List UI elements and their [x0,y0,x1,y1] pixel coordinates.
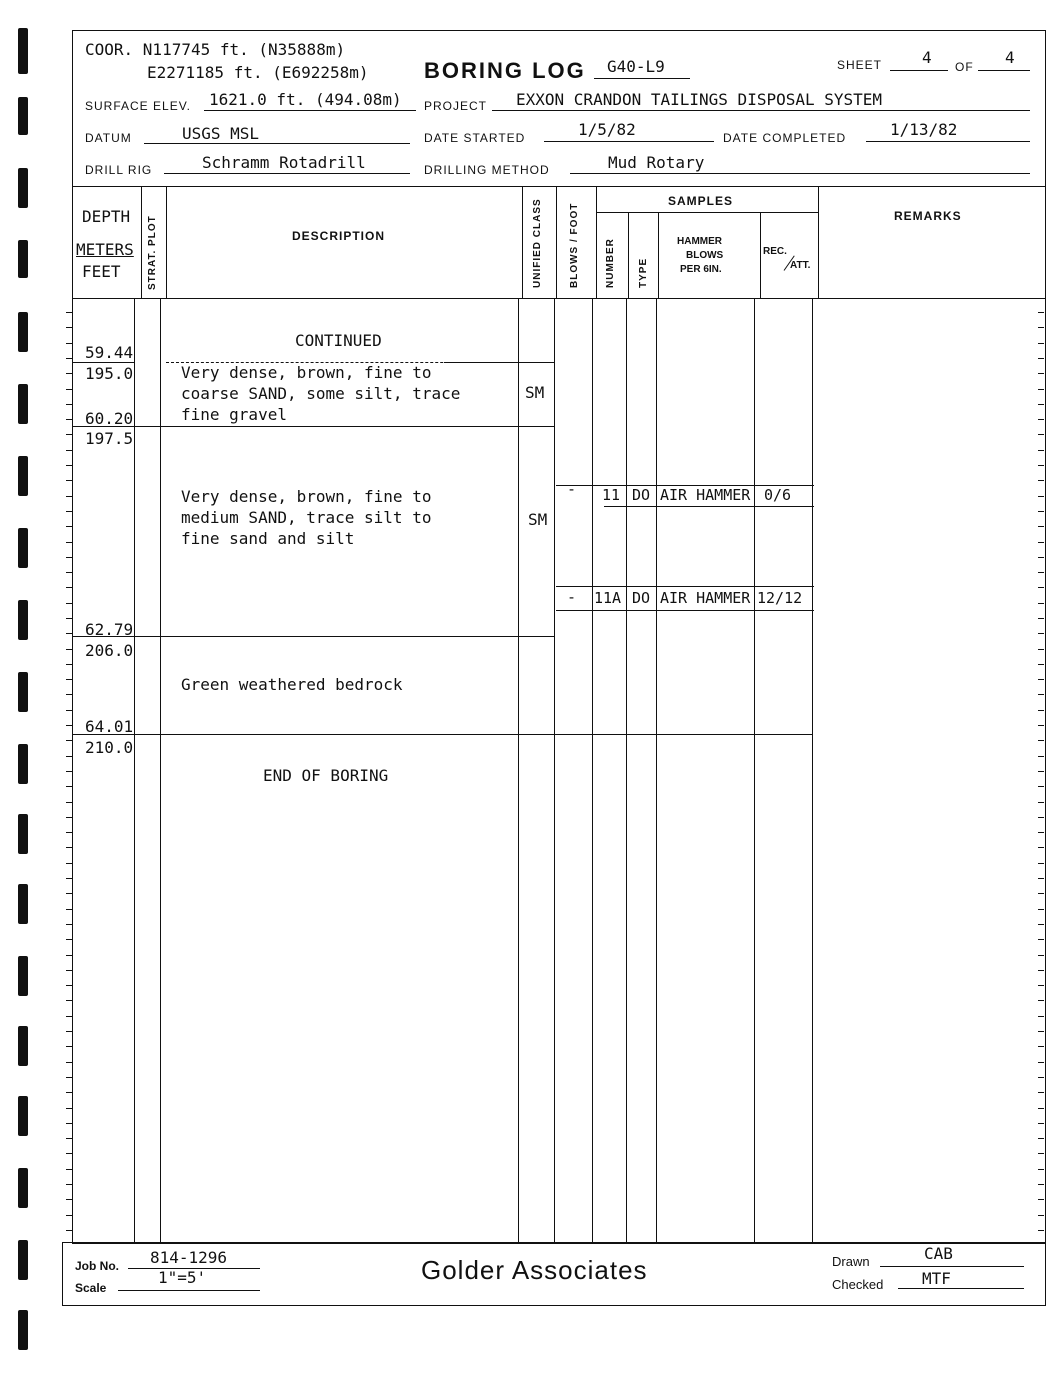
sample-recovery: 0/6 [764,486,792,504]
number-header: NUMBER [605,238,616,288]
job-label: Job No. [75,1259,119,1273]
depth-59-44: 59.44 [85,343,134,362]
checked-label: Checked [832,1277,884,1292]
depth-62-79: 62.79 [85,620,134,639]
depth-header: DEPTH [82,207,131,226]
layer-2-class: SM [528,510,548,529]
remarks-header: REMARKS [894,209,962,223]
att-header: ATT. [790,260,811,271]
hammer-header-3: PER 6IN. [680,264,722,275]
drill-rig: Schramm Rotadrill [202,153,366,172]
sample-blows: - [567,480,577,498]
layer-3-description: Green weathered bedrock [181,675,403,694]
surface-elev: 1621.0 ft. (494.08m) [209,90,402,109]
end-of-boring: END OF BORING [263,766,389,785]
sample-type: DO [632,486,651,504]
drawn-label: Drawn [832,1254,870,1269]
sample-blows: - [567,588,577,606]
project-label: PROJECT [424,99,488,113]
scale-label: Scale [75,1281,107,1295]
coordinates-east: E2271185 ft. (E692258m) [147,63,369,82]
drilling-method: Mud Rotary [608,153,705,172]
of-label: OF [955,60,974,74]
unified-class-header: UNIFIED CLASS [532,198,543,288]
date-started: 1/5/82 [578,120,636,139]
project-name: EXXON CRANDON TAILINGS DISPOSAL SYSTEM [516,90,883,109]
date-completed-label: DATE COMPLETED [723,131,847,145]
depth-195-0: 195.0 [85,364,134,383]
continued-label: CONTINUED [295,331,382,350]
sample-recovery: 12/12 [757,589,803,607]
drilling-method-label: DRILLING METHOD [424,163,550,177]
depth-64-01: 64.01 [85,717,134,736]
hammer-header-2: BLOWS [686,250,724,261]
drawn-by: CAB [924,1244,953,1263]
blows-foot-header: BLOWS / FOOT [569,202,580,288]
form-title: BORING LOG [424,58,586,83]
depth-197-5: 197.5 [85,429,134,448]
depth-210-0: 210.0 [85,738,134,757]
company-name: Golder Associates [421,1255,648,1285]
sample-number: 11 [602,486,621,504]
sample-number: 11A [594,589,622,607]
surface-elev-label: SURFACE ELEV. [85,99,191,113]
datum-label: DATUM [85,131,132,145]
layer-1-description: Very dense, brown, fine to coarse SAND, some silt, trace fine gravel [181,363,461,424]
boring-id: G40-L9 [607,57,665,76]
checked-by: MTF [922,1269,951,1288]
sample-hammer: AIR HAMMER [660,486,751,504]
depth-60-20: 60.20 [85,409,134,428]
sheet-total: 4 [1005,48,1015,67]
drill-rig-label: DRILL RIG [85,163,153,177]
date-started-label: DATE STARTED [424,131,526,145]
depth-206-0: 206.0 [85,641,134,660]
layer-1-class: SM [525,383,545,402]
coordinates-north: COOR. N117745 ft. (N35888m) [85,40,346,59]
hammer-header-1: HAMMER [677,236,722,247]
strat-plot-header: STRAT. PLOT [147,215,158,290]
feet-header: FEET [82,262,121,281]
description-header: DESCRIPTION [292,229,386,243]
sheet-label: SHEET [837,58,883,72]
meters-header: METERS [76,240,134,259]
sample-type: DO [632,589,651,607]
samples-header: SAMPLES [668,194,734,208]
sample-hammer: AIR HAMMER [660,589,751,607]
datum-value: USGS MSL [182,124,260,143]
scale-value: 1"=5' [158,1268,207,1287]
sheet-number: 4 [922,48,932,67]
layer-2-description: Very dense, brown, fine to medium SAND, trace silt to fine sand and silt [181,487,432,548]
type-header: TYPE [638,257,649,288]
job-number: 814-1296 [150,1248,228,1267]
rec-header: REC. [763,246,787,257]
date-completed: 1/13/82 [890,120,958,139]
